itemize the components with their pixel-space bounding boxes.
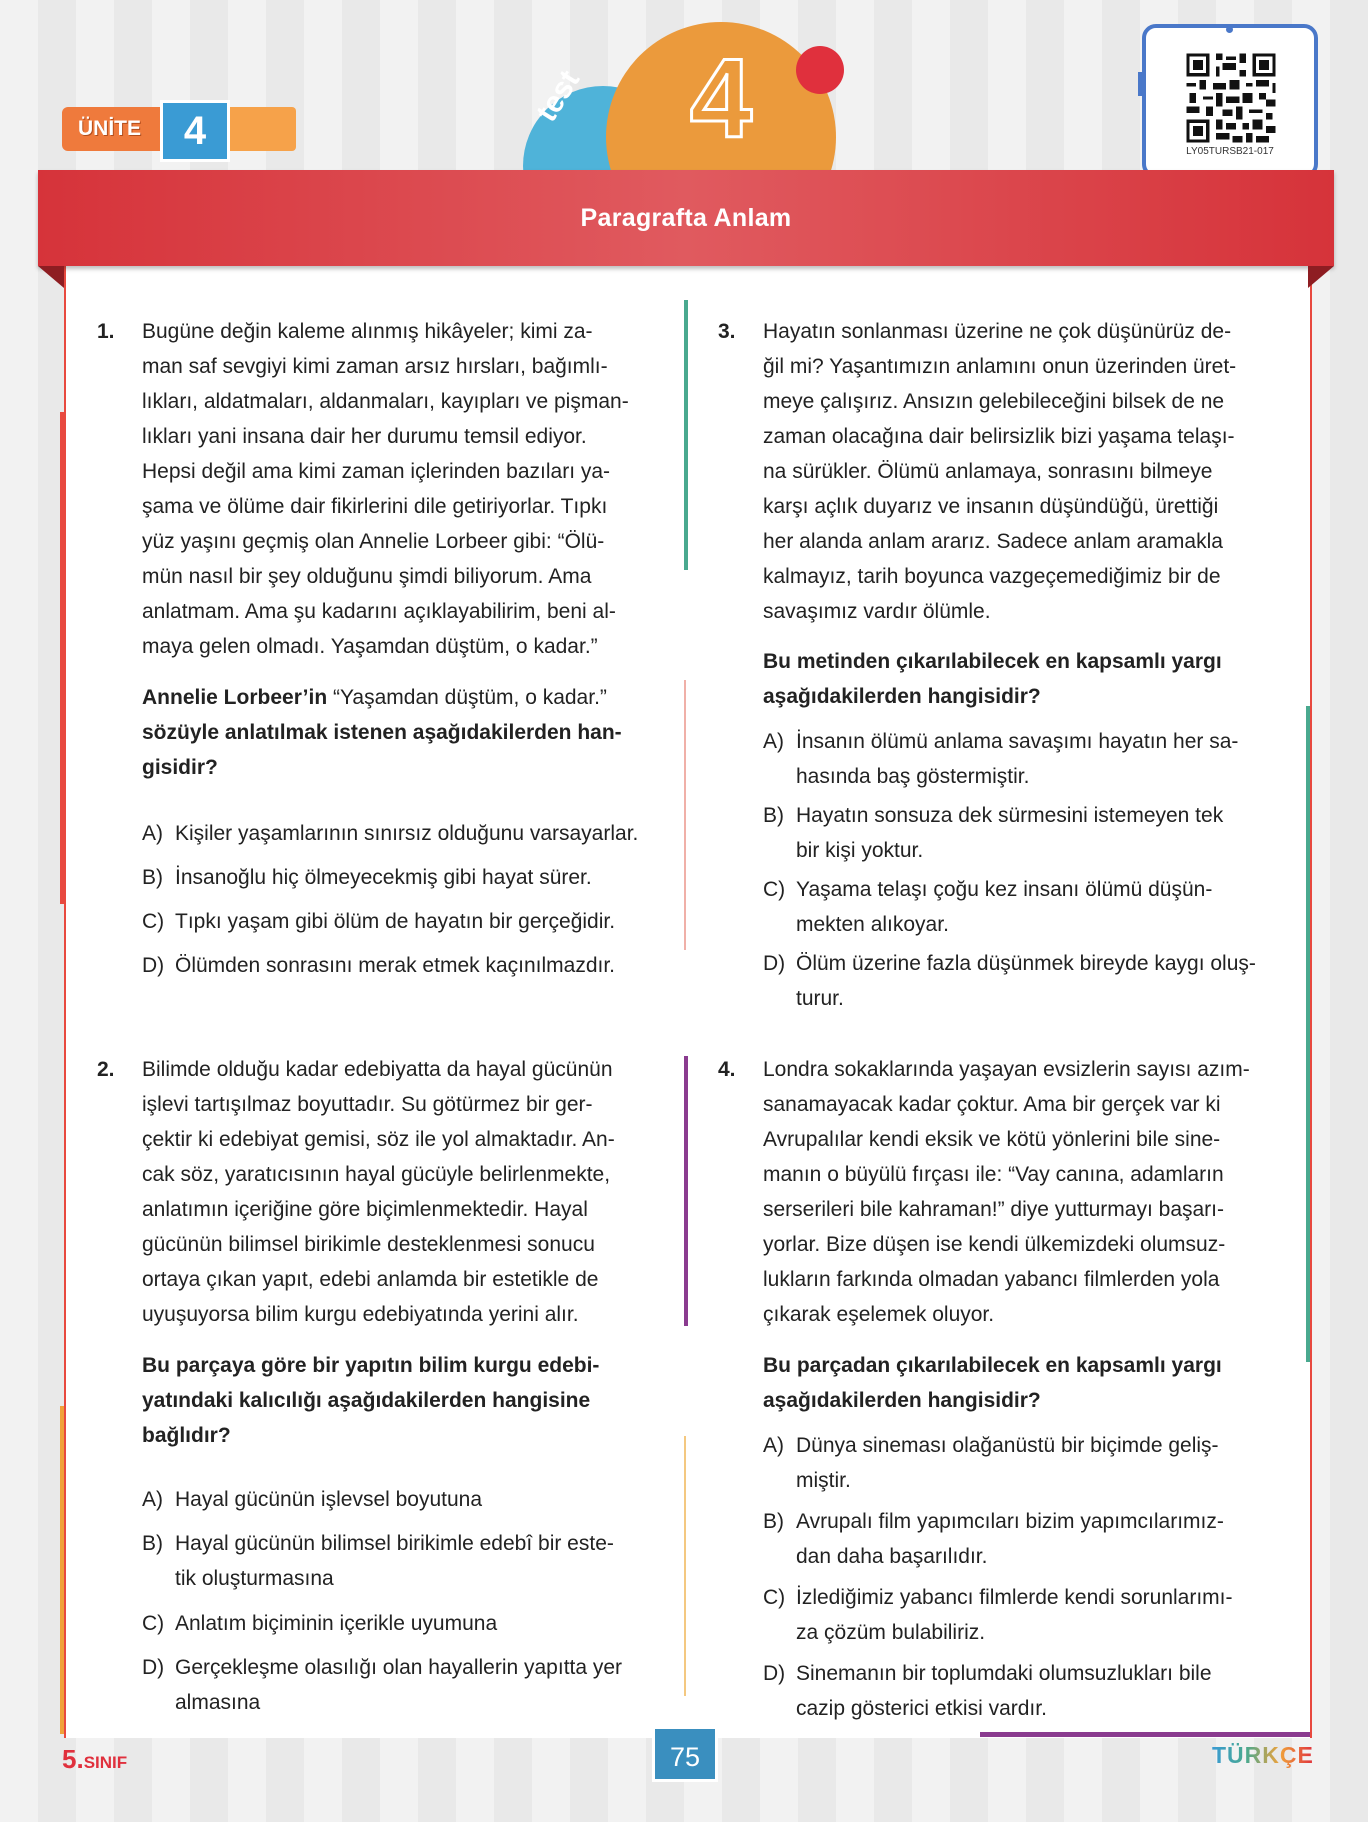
accent-bar-right: [1306, 706, 1310, 1362]
prompt-line: Bu parçaya göre bir yapıtın bilim kurgu edebi-: [142, 1354, 600, 1377]
option-text: İnsanoğlu hiç ölmeyecekmiş gibi hayat sürer.: [175, 866, 592, 889]
qr-camera-dot: [1226, 26, 1233, 33]
passage-line: ğil mi? Yaşantımızın anlamını onun üzerinden üret-: [763, 355, 1237, 378]
passage-line: Hayatın sonlanması üzerine ne çok düşünürüz de-: [763, 320, 1232, 343]
option-text: Tıpkı yaşam gibi ölüm de hayatın bir gerçeğidir.: [175, 910, 616, 933]
passage-line: savaşımız vardır ölümle.: [763, 600, 991, 623]
passage-line: na sürükler. Ölümü anlamaya, sonrasını bilmeye: [763, 460, 1213, 483]
prompt-line: gisidir?: [142, 756, 218, 779]
passage-line: man saf sevgiyi kimi zaman arsız hırsları, bağımlı-: [142, 355, 608, 378]
question-number: 3.: [718, 320, 736, 343]
option-text: Kişiler yaşamlarının sınırsız olduğunu varsayarlar.: [175, 822, 639, 845]
option-letter: B): [142, 1532, 163, 1555]
passage-line: gücünün bilimsel birikimle desteklenmesi sonucu: [142, 1233, 595, 1256]
option-text: Yaşama telaşı çoğu kez insanı ölümü düşün- mekten alıkoyar.: [796, 878, 1213, 936]
option-letter: A): [763, 1434, 784, 1457]
question-number: 2.: [97, 1058, 115, 1081]
option-letter: A): [142, 1488, 163, 1511]
passage-line: uyuşuyorsa bilim kurgu edebiyatında yerini alır.: [142, 1303, 579, 1326]
prompt-line: bağlıdır?: [142, 1424, 231, 1447]
question-passage: [142, 1052, 653, 1332]
unit-label: ÜNİTE: [62, 107, 172, 151]
passage-line: lıkları yani insana dair her durumu temsil ediyor.: [142, 425, 587, 448]
passage-line: mün nasıl bir şey olduğunu şimdi biliyorum. Ama: [142, 565, 592, 588]
accent-bar-left-q1: [60, 412, 64, 904]
passage-line: Bilimde olduğu kadar edebiyatta da hayal gücünün: [142, 1058, 613, 1081]
option-letter: B): [142, 866, 163, 889]
passage-line: maya gelen olmadı. Yaşamdan düştüm, o kadar.”: [142, 635, 598, 658]
passage-line: Hepsi değil ama kimi zaman içlerinden bazıları ya-: [142, 460, 611, 483]
question-number: 4.: [718, 1058, 736, 1081]
passage-line: serserileri bile kahraman!” diye yutturmayı başarı-: [763, 1198, 1224, 1221]
question-prompt: [142, 680, 653, 785]
title-banner: [38, 170, 1334, 266]
prompt-quote: “Yaşamdan düştüm, o kadar.”: [327, 686, 607, 709]
option-text: İzlediğimiz yabancı filmlerde kendi sorunlarımı- za çözüm bulabiliriz.: [796, 1586, 1233, 1644]
option-letter: B): [763, 1510, 784, 1533]
option-letter: D): [142, 1656, 165, 1679]
passage-line: anlatımın içeriğine göre biçimlenmektedir. Hayal: [142, 1198, 588, 1221]
question-prompt: [763, 1348, 1278, 1418]
prompt-line: Bu parçadan çıkarılabilecek en kapsamlı yargı: [763, 1354, 1222, 1377]
passage-line: manın o büyülü fırçası ile: “Vay canına, adamların: [763, 1163, 1224, 1186]
passage-line: işlevi tartışılmaz boyuttadır. Su götürmez bir ger-: [142, 1093, 593, 1116]
passage-line: lıkları, aldatmaları, aldanmaları, kayıpları ve pişman-: [142, 390, 629, 413]
test-number: 4: [689, 36, 753, 161]
option-letter: C): [142, 1612, 165, 1635]
passage-line: lukların farkında olmadan yabancı filmlerden yola: [763, 1268, 1220, 1291]
passage-line: çıkarak eşelemek oluyor.: [763, 1303, 995, 1326]
accent-bar-mid-q1: [684, 680, 686, 950]
option-text: Anlatım biçiminin içerikle uyumuna: [175, 1612, 498, 1635]
option-text: İnsanın ölümü anlama savaşımı hayatın her sa- hasında baş göstermiştir.: [796, 730, 1239, 788]
passage-line: her alanda anlam ararız. Sadece anlam aramakla: [763, 530, 1223, 553]
banner-fold-right: [1308, 266, 1334, 288]
test-label: test: [530, 64, 587, 128]
option-letter: A): [763, 730, 784, 753]
passage-line: yorlar. Bize düşen ise kendi ülkemizdeki olumsuz-: [763, 1233, 1226, 1256]
option-text: Ölümden sonrasını merak etmek kaçınılmazdır.: [175, 954, 616, 977]
prompt-line: yatındaki kalıcılığı aşağıdakilerden hangisine: [142, 1389, 591, 1412]
passage-line: zaman olacağına dair belirsizlik bizi yaşama telaşı-: [763, 425, 1235, 448]
unit-tail: [230, 107, 296, 151]
option-letter: B): [763, 804, 784, 827]
grade-number: 5.: [62, 1744, 84, 1774]
accent-bar-left-q2: [60, 1406, 64, 1734]
option-letter: D): [763, 952, 786, 975]
question-passage: [763, 314, 1278, 629]
passage-line: ortaya çıkan yapıt, edebi anlamda bir estetikle de: [142, 1268, 599, 1291]
subject-text: TÜRKÇE: [1212, 1742, 1314, 1768]
prompt-bold: Annelie Lorbeer’in: [142, 686, 328, 709]
option-text: Hayal gücünün bilimsel birikimle edebî bir este- tik oluşturmasına: [175, 1532, 614, 1590]
banner-fold-left: [38, 266, 64, 288]
prompt-line: Bu metinden çıkarılabilecek en kapsamlı yargı: [763, 650, 1222, 673]
test-dot: [796, 46, 844, 94]
passage-line: sanamayacak kadar çoktur. Ama bir gerçek var ki: [763, 1093, 1221, 1116]
passage-line: meye çalışırız. Ansızın gelebileceğini bilsek de ne: [763, 390, 1225, 413]
prompt-line: aşağıdakilerden hangisidir?: [763, 1389, 1041, 1412]
accent-bar-mid-q2: [684, 1436, 686, 1696]
option-text: Hayal gücünün işlevsel boyutuna: [175, 1488, 483, 1511]
passage-line: Londra sokaklarında yaşayan evsizlerin sayısı azım-: [763, 1058, 1250, 1081]
prompt-line: aşağıdakilerden hangisidir?: [763, 685, 1041, 708]
qr-code[interactable]: [1172, 50, 1290, 146]
prompt-line: sözüyle anlatılmak istenen aşağıdakilerden han-: [142, 721, 622, 744]
passage-line: çektir ki edebiyat gemisi, söz ile yol almaktadır. An-: [142, 1128, 615, 1151]
grade-label: [62, 1744, 127, 1775]
option-letter: C): [763, 1586, 786, 1609]
option-text: Gerçekleşme olasılığı olan hayallerin yapıtta yer almasına: [175, 1656, 623, 1714]
option-text: Sinemanın bir toplumdaki olumsuzlukları bile cazip gösterici etkisi vardır.: [796, 1662, 1212, 1720]
option-letter: C): [763, 878, 786, 901]
option-letter: D): [142, 954, 165, 977]
accent-bar-mid-q4: [684, 1056, 688, 1326]
option-letter: C): [142, 910, 165, 933]
question-prompt: [763, 644, 1278, 714]
option-text: Dünya sineması olağanüstü bir biçimde geliş- miştir.: [796, 1434, 1219, 1492]
question-passage: [142, 314, 653, 664]
option-text: Hayatın sonsuza dek sürmesini istemeyen tek bir kişi yoktur.: [796, 804, 1224, 862]
option-letter: D): [763, 1662, 786, 1685]
page-title: Paragrafta Anlam: [580, 204, 792, 232]
grade-word: SINIF: [83, 1753, 128, 1772]
question-passage: [763, 1052, 1278, 1332]
footer-accent-line: [980, 1732, 1310, 1737]
option-letter: A): [142, 822, 163, 845]
passage-line: yüz yaşını geçmiş olan Annelie Lorbeer gibi: “Ölü-: [142, 530, 605, 553]
subject-label: [1212, 1742, 1314, 1769]
option-text: Ölüm üzerine fazla düşünmek bireyde kaygı oluş- turur.: [796, 952, 1256, 1010]
option-text: Avrupalı film yapımcıları bizim yapımcılarımız- dan daha başarılıdır.: [796, 1510, 1224, 1568]
passage-line: kalmayız, tarih boyunca vazgeçemediğimiz bir de: [763, 565, 1221, 588]
qr-phone-frame: [1142, 24, 1318, 178]
question-prompt: [142, 1348, 653, 1453]
passage-line: Avrupalılar kendi eksik ve kötü yönlerini bile sine-: [763, 1128, 1221, 1151]
passage-line: anlatmam. Ama şu kadarını açıklayabilirim, beni al-: [142, 600, 616, 623]
passage-line: karşı açlık duyarız ve insanın düşündüğü, ürettiği: [763, 495, 1219, 518]
question-number: 1.: [97, 320, 115, 343]
accent-bar-mid-q3: [684, 300, 688, 570]
passage-line: Bugüne değin kaleme alınmış hikâyeler; kimi za-: [142, 320, 593, 343]
unit-number: 4: [160, 100, 230, 162]
passage-line: cak söz, yaratıcısının hayal gücüyle belirlenmekte,: [142, 1163, 611, 1186]
page-number: 75: [652, 1726, 718, 1782]
passage-line: şama ve ölüme dair fikirlerini dile getiriyorlar. Tıpkı: [142, 495, 608, 518]
qr-code-text: LY05TURSB21-017: [1186, 146, 1274, 157]
